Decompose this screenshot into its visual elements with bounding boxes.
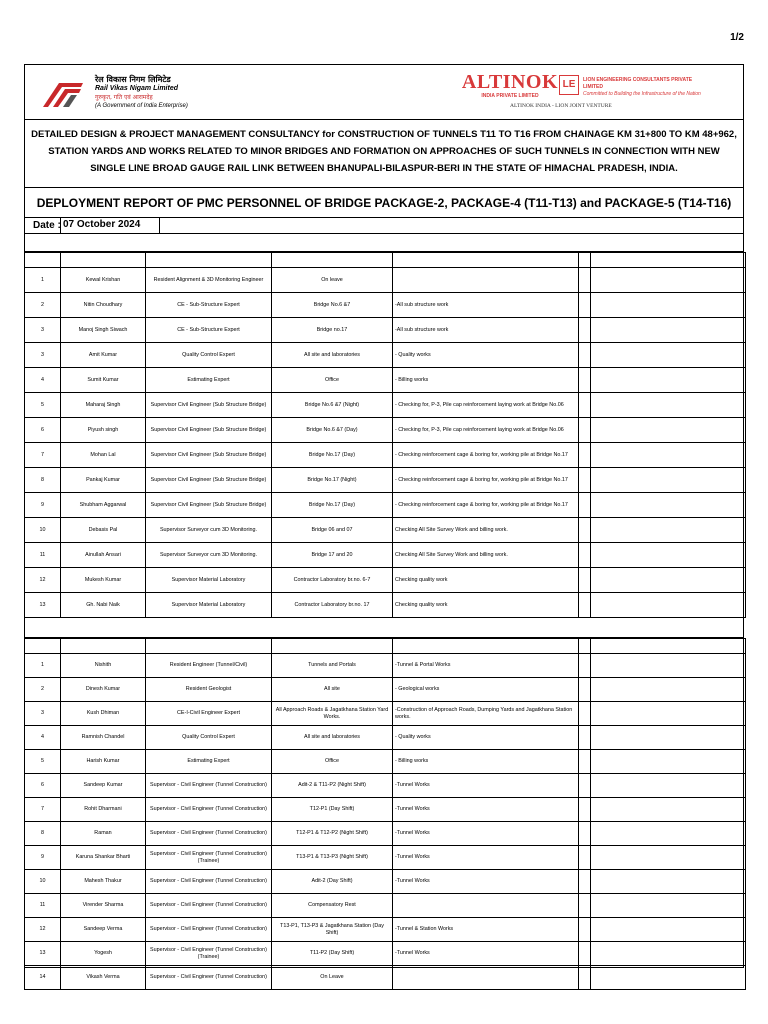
location-cell: T12-P1 (Day Shift)	[272, 798, 393, 822]
designation-cell: Supervisor - Civil Engineer (Tunnel Construction)	[146, 894, 272, 918]
spacer-cell	[579, 942, 591, 966]
table-row	[25, 894, 746, 918]
spacer-cell	[579, 726, 591, 750]
name-cell: Dinesh Kumar	[61, 678, 146, 702]
name-cell: Manoj Singh Siwach	[61, 318, 146, 343]
table-row	[25, 822, 746, 846]
project-title: DETAILED DESIGN & PROJECT MANAGEMENT CONSULTANCY for CONSTRUCTION OF TUNNELS T11 TO T16 FROM CHAINAGE KM 31+800 TO KM 48+962, STATION YARDS AND WORKS RELATED TO MINOR BRIDGES AND FORMATION ON APPROACHES OF SUCH TUNNELS IN CONNECTION WITH NEW SINGLE LINE BROAD GAUGE RAIL LINK BETWEEN BHANUPALI-BILASPUR-BERI IN THE STATE OF HIMACHAL PRADESH, INDIA.	[25, 120, 743, 188]
header-cell	[393, 253, 579, 268]
spacer-cell	[579, 846, 591, 870]
location-cell: On Leave	[272, 966, 393, 990]
table-row	[25, 293, 746, 318]
designation-cell: Supervisor - Civil Engineer (Tunnel Construction)	[146, 870, 272, 894]
spacer-cell	[579, 822, 591, 846]
name-cell: Mahesh Thakur	[61, 870, 146, 894]
work-cell: - Checking reinforcement cage & boring for, working pile at Bridge No.17	[393, 468, 579, 493]
name-cell: Vikash Verma	[61, 966, 146, 990]
name-cell: Gh. Nabi Naik	[61, 593, 146, 618]
serial-cell: 1	[25, 268, 61, 293]
serial-cell: 8	[25, 822, 61, 846]
designation-cell: Resident Alignment & 3D Monitoring Engineer	[146, 268, 272, 293]
spacer-cell	[579, 568, 591, 593]
name-cell: Maharaj Singh	[61, 393, 146, 418]
designation-cell: Supervisor Surveyor cum 3D Monitoring.	[146, 518, 272, 543]
bridge-header-row	[25, 253, 746, 268]
remarks-cell	[591, 870, 746, 894]
serial-cell: 8	[25, 468, 61, 493]
work-cell: -Tunnel Works	[393, 822, 579, 846]
table-row	[25, 798, 746, 822]
name-cell: Sandeep Kumar	[61, 774, 146, 798]
table-row	[25, 568, 746, 593]
spacer-cell	[579, 293, 591, 318]
serial-cell: 12	[25, 568, 61, 593]
spacer-cell	[579, 268, 591, 293]
spacer-cell	[579, 870, 591, 894]
header-cell	[146, 639, 272, 654]
table-row	[25, 493, 746, 518]
rvnl-logo	[41, 73, 201, 115]
location-cell: Bridge No.17 (Day)	[272, 443, 393, 468]
spacer-cell	[579, 493, 591, 518]
name-cell: Sumit Kumar	[61, 368, 146, 393]
location-cell: Contractor Laboratory br.no. 6-7	[272, 568, 393, 593]
remarks-cell	[591, 822, 746, 846]
work-cell: Checking quality work	[393, 593, 579, 618]
serial-cell: 6	[25, 418, 61, 443]
location-cell: Tunnels and Portals	[272, 654, 393, 678]
spacer-cell	[579, 702, 591, 726]
name-cell: Pankaj Kumar	[61, 468, 146, 493]
remarks-cell	[591, 468, 746, 493]
designation-cell: Supervisor Civil Engineer (Sub Structure Bridge)	[146, 418, 272, 443]
serial-cell: 3	[25, 318, 61, 343]
rvnl-text	[95, 75, 188, 111]
remarks-cell	[591, 654, 746, 678]
lion-company-name: LION ENGINEERING CONSULTANTS PRIVATE LIMITED	[583, 77, 693, 90]
name-cell: Yogesh	[61, 942, 146, 966]
serial-cell: 13	[25, 593, 61, 618]
designation-cell: Supervisor - Civil Engineer (Tunnel Construction) (Trainee)	[146, 942, 272, 966]
serial-cell: 5	[25, 393, 61, 418]
serial-cell: 7	[25, 798, 61, 822]
blank-row	[25, 234, 743, 252]
remarks-cell	[591, 268, 746, 293]
header-cell	[393, 639, 579, 654]
remarks-cell	[591, 894, 746, 918]
table-row	[25, 443, 746, 468]
tunnel-personnel-table	[24, 638, 746, 990]
designation-cell: Estimating Expert	[146, 750, 272, 774]
spacer-cell	[579, 393, 591, 418]
designation-cell: Supervisor - Civil Engineer (Tunnel Construction)	[146, 966, 272, 990]
bridge-personnel-table	[24, 252, 746, 618]
designation-cell: Supervisor Material Laboratory	[146, 593, 272, 618]
serial-cell: 14	[25, 966, 61, 990]
remarks-cell	[591, 702, 746, 726]
serial-cell: 9	[25, 846, 61, 870]
rvnl-subtitle: (A Government of India Enterprise)	[95, 103, 188, 109]
remarks-cell	[591, 518, 746, 543]
name-cell: Raman	[61, 822, 146, 846]
spacer-cell	[579, 894, 591, 918]
altinok-name: ALTINOK	[461, 71, 559, 93]
page-number: 1/2	[730, 32, 744, 43]
date-label: Date :	[33, 220, 61, 231]
lion-emblem-icon: LE	[559, 75, 579, 95]
location-cell: T11-P2 (Day Shift)	[272, 942, 393, 966]
serial-cell: 13	[25, 942, 61, 966]
name-cell: Sandeep Verma	[61, 918, 146, 942]
header-cell	[272, 253, 393, 268]
header-cell	[146, 253, 272, 268]
table-row	[25, 543, 746, 568]
serial-cell: 11	[25, 894, 61, 918]
location-cell: Bridge no.17	[272, 318, 393, 343]
location-cell: Bridge No.17 (Night)	[272, 468, 393, 493]
serial-cell: 5	[25, 750, 61, 774]
remarks-cell	[591, 568, 746, 593]
name-cell: Virender Sharma	[61, 894, 146, 918]
location-cell: Bridge 06 and 07	[272, 518, 393, 543]
remarks-cell	[591, 774, 746, 798]
designation-cell: CE - Sub-Structure Expert	[146, 293, 272, 318]
lion-tagline: Committed to Building the Infrastructure of the Nation	[583, 91, 701, 97]
spacer-cell	[579, 543, 591, 568]
work-cell: -All sub structure work	[393, 293, 579, 318]
work-cell: - Checking for, P-3, Pile cap reinforcement laying work at Bridge No.06	[393, 393, 579, 418]
remarks-cell	[591, 443, 746, 468]
serial-cell: 4	[25, 726, 61, 750]
serial-cell: 12	[25, 918, 61, 942]
name-cell: Shubham Aggarwal	[61, 493, 146, 518]
location-cell: All site and laboratories	[272, 343, 393, 368]
location-cell: Office	[272, 368, 393, 393]
name-cell: Nishith	[61, 654, 146, 678]
remarks-cell	[591, 593, 746, 618]
work-cell	[393, 966, 579, 990]
table-row	[25, 593, 746, 618]
serial-cell: 6	[25, 774, 61, 798]
table-row	[25, 654, 746, 678]
report-frame	[24, 64, 744, 980]
table-row	[25, 918, 746, 942]
location-cell: Bridge No.6 &7	[272, 293, 393, 318]
remarks-cell	[591, 418, 746, 443]
designation-cell: Supervisor Civil Engineer (Sub Structure Bridge)	[146, 443, 272, 468]
designation-cell: Supervisor - Civil Engineer (Tunnel Construction)	[146, 822, 272, 846]
serial-cell: 9	[25, 493, 61, 518]
designation-cell: Supervisor Civil Engineer (Sub Structure Bridge)	[146, 493, 272, 518]
designation-cell: Supervisor Material Laboratory	[146, 568, 272, 593]
rvnl-english-name: Rail Vikas Nigam Limited	[95, 85, 178, 92]
designation-cell: Estimating Expert	[146, 368, 272, 393]
date-row	[25, 218, 743, 234]
location-cell: Bridge No.6 &7 (Night)	[272, 393, 393, 418]
location-cell: Bridge No.17 (Day)	[272, 493, 393, 518]
name-cell: Mukesh Kumar	[61, 568, 146, 593]
designation-cell: Supervisor - Civil Engineer (Tunnel Construction)	[146, 798, 272, 822]
remarks-cell	[591, 293, 746, 318]
location-cell: Bridge 17 and 20	[272, 543, 393, 568]
spacer-cell	[579, 774, 591, 798]
remarks-cell	[591, 318, 746, 343]
serial-cell: 7	[25, 443, 61, 468]
spacer-cell	[579, 798, 591, 822]
table-row	[25, 942, 746, 966]
header-cell	[25, 639, 61, 654]
remarks-cell	[591, 343, 746, 368]
location-cell: T13-P1, T13-P3 & Jagatkhana Station (Day Shift)	[272, 918, 393, 942]
location-cell: All Approach Roads & Jagatkhana Station Yard Works.	[272, 702, 393, 726]
name-cell: Kush Dhiman	[61, 702, 146, 726]
serial-cell: 11	[25, 543, 61, 568]
work-cell: -Tunnel Works	[393, 942, 579, 966]
location-cell: Bridge No.6 &7 (Day)	[272, 418, 393, 443]
work-cell: -Construction of Approach Roads, Dumping Yards and Jagatkhana Station works.	[393, 702, 579, 726]
table-row	[25, 268, 746, 293]
designation-cell: Resident Engineer (Tunnel/Civil)	[146, 654, 272, 678]
designation-cell: CE-I-Civil Engineer Expert	[146, 702, 272, 726]
name-cell: Karuna Shankar Bharti	[61, 846, 146, 870]
table-row	[25, 846, 746, 870]
table-row	[25, 870, 746, 894]
table-row	[25, 468, 746, 493]
table-row	[25, 343, 746, 368]
jv-caption: ALTINOK INDIA - LION JOINT VENTURE	[510, 103, 612, 109]
name-cell: Rohit Dharmani	[61, 798, 146, 822]
spacer-cell	[579, 918, 591, 942]
work-cell: -Tunnel Works	[393, 774, 579, 798]
serial-cell: 4	[25, 368, 61, 393]
work-cell: - Geological works	[393, 678, 579, 702]
header-cell	[25, 253, 61, 268]
name-cell: Debasis Pal	[61, 518, 146, 543]
location-cell: Office	[272, 750, 393, 774]
spacer-cell	[579, 468, 591, 493]
work-cell: - Checking reinforcement cage & boring for, working pile at Bridge No.17	[393, 443, 579, 468]
name-cell: Piyush singh	[61, 418, 146, 443]
serial-cell: 10	[25, 870, 61, 894]
work-cell: Checking quality work	[393, 568, 579, 593]
header-cell	[579, 639, 591, 654]
logo-header	[25, 65, 743, 120]
spacer-cell	[579, 678, 591, 702]
designation-cell: Supervisor - Civil Engineer (Tunnel Construction)	[146, 918, 272, 942]
spacer-cell	[579, 966, 591, 990]
date-value: 07 October 2024	[60, 218, 160, 233]
location-cell: On leave	[272, 268, 393, 293]
spacer-cell	[579, 518, 591, 543]
name-cell: Ramnish Chandel	[61, 726, 146, 750]
work-cell: Checking All Site Survey Work and billing work.	[393, 518, 579, 543]
location-cell: All site	[272, 678, 393, 702]
location-cell: Adit-2 & T11-P2 (Night Shift)	[272, 774, 393, 798]
location-cell: All site and laboratories	[272, 726, 393, 750]
name-cell: Nitin Choudhary	[61, 293, 146, 318]
work-cell: -Tunnel Works	[393, 846, 579, 870]
header-cell	[61, 639, 146, 654]
remarks-cell	[591, 368, 746, 393]
work-cell: - Billing works	[393, 368, 579, 393]
work-cell: - Checking reinforcement cage & boring for, working pile at Bridge No.17	[393, 493, 579, 518]
designation-cell: Supervisor Surveyor cum 3D Monitoring.	[146, 543, 272, 568]
table-row	[25, 726, 746, 750]
work-cell: -Tunnel Works	[393, 870, 579, 894]
name-cell: Mohan Lal	[61, 443, 146, 468]
remarks-cell	[591, 393, 746, 418]
lion-text	[583, 77, 709, 98]
designation-cell: Supervisor Civil Engineer (Sub Structure Bridge)	[146, 468, 272, 493]
remarks-cell	[591, 966, 746, 990]
tunnel-header-row	[25, 639, 746, 654]
work-cell: - Billing works	[393, 750, 579, 774]
remarks-cell	[591, 678, 746, 702]
spacer-cell	[579, 368, 591, 393]
rvnl-emblem-icon	[41, 79, 91, 109]
work-cell: -All sub structure work	[393, 318, 579, 343]
report-title: DEPLOYMENT REPORT OF PMC PERSONNEL OF BRIDGE PACKAGE-2, PACKAGE-4 (T11-T13) and PACKAGE-5 (T14-T16)	[25, 188, 743, 218]
remarks-cell	[591, 846, 746, 870]
serial-cell: 2	[25, 293, 61, 318]
table-row	[25, 702, 746, 726]
work-cell: - Quality works	[393, 726, 579, 750]
designation-cell: Supervisor Civil Engineer (Sub Structure Bridge)	[146, 393, 272, 418]
remarks-cell	[591, 918, 746, 942]
header-cell	[579, 253, 591, 268]
designation-cell: CE - Sub-Structure Expert	[146, 318, 272, 343]
section-gap-row	[25, 620, 743, 638]
table-row	[25, 774, 746, 798]
designation-cell: Supervisor - Civil Engineer (Tunnel Construction)	[146, 774, 272, 798]
serial-cell: 3	[25, 702, 61, 726]
name-cell: Ainullah Ansari	[61, 543, 146, 568]
spacer-cell	[579, 654, 591, 678]
designation-cell: Quality Control Expert	[146, 343, 272, 368]
work-cell	[393, 894, 579, 918]
header-cell	[61, 253, 146, 268]
work-cell: Checking All Site Survey Work and billing work.	[393, 543, 579, 568]
work-cell: -Tunnel Works	[393, 798, 579, 822]
table-row	[25, 368, 746, 393]
header-cell	[591, 639, 746, 654]
remarks-cell	[591, 942, 746, 966]
serial-cell: 1	[25, 654, 61, 678]
rvnl-hindi-name: रेल विकास निगम लिमिटेड	[95, 75, 171, 84]
work-cell: -Tunnel & Station Works	[393, 918, 579, 942]
location-cell: Contractor Laboratory br.no. 17	[272, 593, 393, 618]
spacer-cell	[579, 593, 591, 618]
remarks-cell	[591, 726, 746, 750]
altinok-subtitle: INDIA PRIVATE LIMITED	[481, 93, 539, 99]
remarks-cell	[591, 543, 746, 568]
location-cell: T13-P1 & T13-P3 (Night Shift)	[272, 846, 393, 870]
spacer-cell	[579, 750, 591, 774]
work-cell: -Tunnel & Portal Works	[393, 654, 579, 678]
rvnl-tagline: गुरुकृत, गति एवं आरामदेह	[95, 94, 153, 101]
designation-cell: Supervisor - Civil Engineer (Tunnel Construction) (Trainee)	[146, 846, 272, 870]
table-row	[25, 678, 746, 702]
work-cell: - Checking for, P-3, Pile cap reinforcement laying work at Bridge No.06	[393, 418, 579, 443]
work-cell: - Quality works	[393, 343, 579, 368]
remarks-cell	[591, 750, 746, 774]
spacer-cell	[579, 318, 591, 343]
remarks-cell	[591, 798, 746, 822]
table-row	[25, 966, 746, 990]
remarks-cell	[591, 493, 746, 518]
table-row	[25, 750, 746, 774]
spacer-cell	[579, 343, 591, 368]
header-cell	[272, 639, 393, 654]
table-row	[25, 318, 746, 343]
designation-cell: Resident Geologist	[146, 678, 272, 702]
designation-cell: Quality Control Expert	[146, 726, 272, 750]
work-cell	[393, 268, 579, 293]
spacer-cell	[579, 443, 591, 468]
header-cell	[591, 253, 746, 268]
name-cell: Amit Kumar	[61, 343, 146, 368]
table-row	[25, 393, 746, 418]
serial-cell: 3	[25, 343, 61, 368]
serial-cell: 10	[25, 518, 61, 543]
location-cell: Compensatory Rest	[272, 894, 393, 918]
name-cell: Kewal Krishan	[61, 268, 146, 293]
serial-cell: 2	[25, 678, 61, 702]
table-row	[25, 518, 746, 543]
location-cell: Adit-2 (Day Shift)	[272, 870, 393, 894]
location-cell: T12-P1 & T12-P2 (Night Shift)	[272, 822, 393, 846]
table-row	[25, 418, 746, 443]
spacer-cell	[579, 418, 591, 443]
name-cell: Harish Kumar	[61, 750, 146, 774]
